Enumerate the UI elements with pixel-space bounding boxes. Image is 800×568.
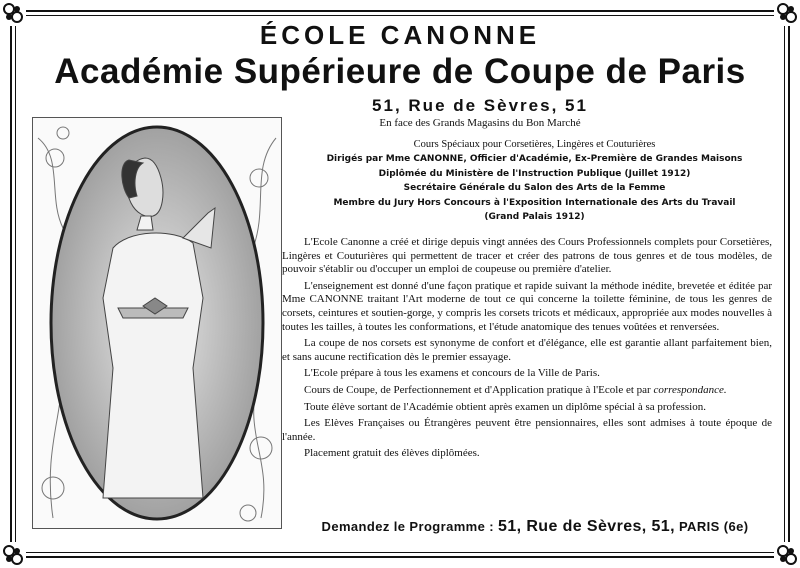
credential-director: Dirigés par Mme CANONNE, Officier d'Académie, Ex-Première de Grandes Maisons [326,154,743,165]
paragraph-exams: L'Ecole prépare à tous les examens et concours de la Ville de Paris. [304,367,600,380]
footer-line [300,518,770,536]
corner-ornament-icon [0,542,26,568]
paragraph-teaching: L'enseignement est donné d'une façon pratique et rapide suivant la méthode inédite, brevetée et éditée par Mme CANONNE traitant l'Art moderne de tout ce qui concerne la toilette féminine, de tous les genres de corsets, ceintures et soutien-gorge, y compris les corsets tricots et médicaux, appropriée aux modes nouvelles à toutes les tailles, à toutes les conformations, et l'étude anatomique des tenues voûtées et renversées. [282,279,772,333]
paragraph-courses [282,384,772,398]
footer-city: PARIS (6e) [678,519,749,534]
paragraph-intro: L'Ecole Canonne a créé et dirige depuis vingt années des Cours Professionnels complets pour Corsetières, Lingères et Couturières qui permettent de tracer et créer des patrons de tous genres et de tous modèles, de pouvoir s'établir ou d'occuper un emploi de coupeuse ou première d'atelier. [282,236,772,276]
correspondence-text: correspondance. [653,383,727,396]
school-title: ÉCOLE CANONNE [259,20,541,50]
paragraph-diploma: Toute élève sortant de l'Académie obtient après examen un diplôme spécial à sa profession. [304,400,706,413]
credentials-block [282,138,787,224]
paragraph-corsets: La coupe de nos corsets est synonyme de confort et d'élégance, elle est garantie allant parfaitement bien, et sans aucune rectification dès le premier essayage. [282,337,772,363]
paragraph-placement: Placement gratuit des élèves diplômées. [304,447,480,460]
academy-title: Académie Supérieure de Coupe de Paris [54,52,746,91]
paragraph-boarders: Les Elèves Françaises ou Étrangères peuvent être pensionnaires, elles sont admises à toute époque de l'année. [282,417,772,443]
address-subtitle: En face des Grands Magasins du Bon Marché [379,117,581,129]
credential-secretary: Secrétaire Générale du Salon des Arts de la Femme [403,183,666,194]
corner-ornament-icon [774,542,800,568]
body-text [282,236,772,464]
credential-grand-palais: (Grand Palais 1912) [484,212,585,223]
footer-demand: Demandez le Programme : [321,519,495,534]
credential-jury: Membre du Jury Hors Concours à l'Exposition Internationale des Arts du Travail [333,197,736,208]
credential-diploma: Diplômée du Ministère de l'Instruction Publique (Juillet 1912) [378,168,691,179]
address-heading: 51, Rue de Sèvres, 51 [372,96,588,115]
footer-address: 51, Rue de Sèvres, 51, [498,518,675,535]
credential-courses: Cours Spéciaux pour Corsetières, Lingères et Couturières [413,139,656,150]
corset-woman-illustration [32,117,282,529]
courses-text: Cours de Coupe, de Perfectionnement et d'Application pratique à l'Ecole et par [304,383,651,396]
